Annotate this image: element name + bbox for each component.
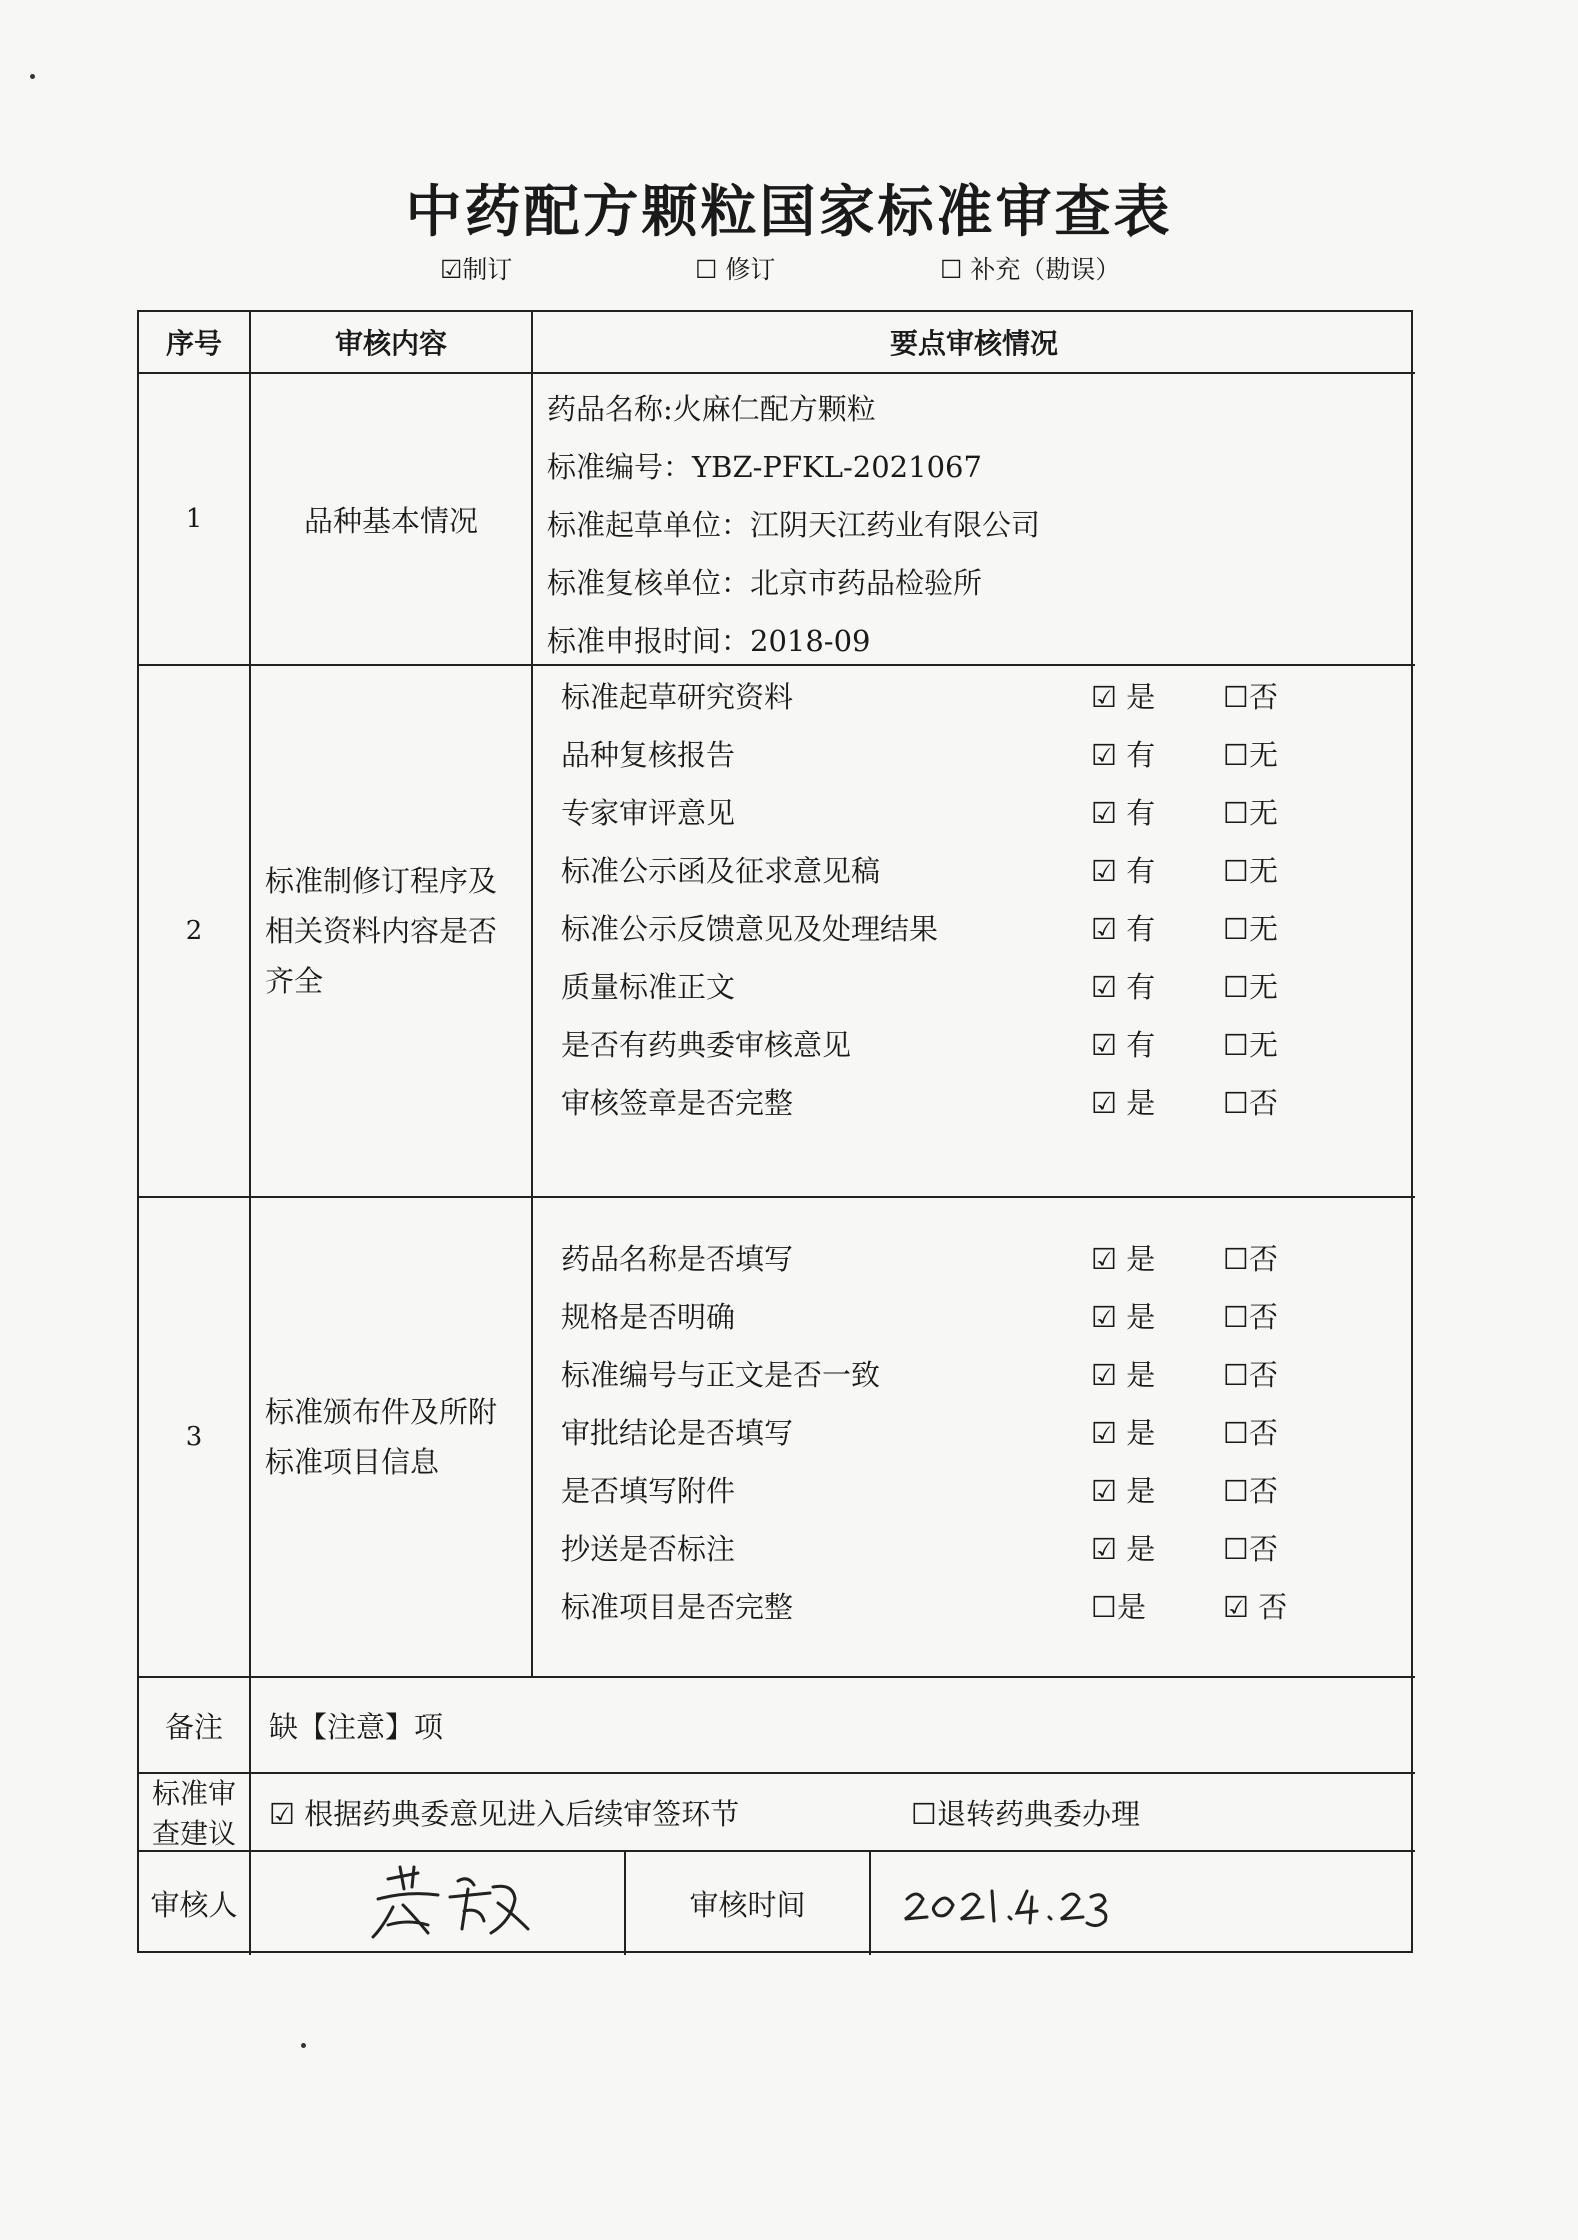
check-yes[interactable]: ☑ 有	[1091, 738, 1156, 772]
info-report-time: 标准申报时间：2018-09	[547, 624, 871, 658]
check-row	[547, 1346, 1401, 1404]
header-content: 审核内容	[251, 312, 533, 374]
remark-label: 备注	[139, 1678, 251, 1774]
check-yes[interactable]: ☑ 有	[1091, 970, 1156, 1004]
check-no[interactable]: ☐无	[1223, 796, 1278, 830]
reviewer-row	[251, 1852, 1415, 1955]
info-standard-no: 标准编号：YBZ-PFKL-2021067	[547, 450, 982, 484]
check-yes[interactable]: ☐是	[1091, 1590, 1146, 1624]
check-question: 审批结论是否填写	[561, 1416, 794, 1450]
check-row	[547, 1404, 1401, 1462]
check-row	[547, 1074, 1401, 1132]
check-row	[547, 726, 1401, 784]
check-no[interactable]: ☑ 否	[1223, 1590, 1288, 1624]
check-no[interactable]: ☐无	[1223, 854, 1278, 888]
type-option-supplement[interactable]: ☐ 补充（勘误）	[940, 255, 1121, 284]
type-option-revise[interactable]: ☐ 修订	[695, 255, 776, 284]
remark-text: 缺【注意】项	[251, 1678, 1415, 1774]
check-row	[547, 1016, 1401, 1074]
type-option-formulate[interactable]: ☑制订	[440, 255, 513, 284]
check-no[interactable]: ☐否	[1223, 1416, 1278, 1450]
reviewer-label: 审核人	[139, 1852, 251, 1955]
check-yes[interactable]: ☑ 是	[1091, 1358, 1156, 1392]
check-row	[547, 1520, 1401, 1578]
suggestion-option-continue[interactable]: ☑ 根据药典委意见进入后续审签环节	[269, 1796, 740, 1831]
check-row	[547, 1462, 1401, 1520]
check-question: 抄送是否标注	[561, 1532, 736, 1566]
check-no[interactable]: ☐否	[1223, 1300, 1278, 1334]
check-row	[547, 842, 1401, 900]
row1-content: 品种基本情况	[251, 374, 533, 666]
check-no[interactable]: ☐否	[1223, 1532, 1278, 1566]
check-no[interactable]: ☐无	[1223, 1028, 1278, 1062]
signature-image	[318, 1859, 558, 1949]
review-table	[137, 310, 1413, 1953]
suggestion-options	[251, 1774, 1415, 1852]
review-time-value	[871, 1852, 1133, 1955]
check-question: 标准编号与正文是否一致	[561, 1358, 881, 1392]
check-yes[interactable]: ☑ 是	[1091, 1242, 1156, 1276]
check-yes[interactable]: ☑ 有	[1091, 796, 1156, 830]
check-question: 专家审评意见	[561, 796, 736, 830]
info-drafting-unit: 标准起草单位：江阴天江药业有限公司	[547, 508, 1041, 542]
check-question: 审核签章是否完整	[561, 1086, 794, 1120]
row2-seq: 2	[139, 666, 251, 1198]
row1-seq: 1	[139, 374, 251, 666]
check-yes[interactable]: ☑ 有	[1091, 1028, 1156, 1062]
check-yes[interactable]: ☑ 是	[1091, 1086, 1156, 1120]
check-row	[547, 958, 1401, 1016]
check-question: 药品名称是否填写	[561, 1242, 794, 1276]
check-question: 规格是否明确	[561, 1300, 736, 1334]
info-review-unit: 标准复核单位：北京市药品检验所	[547, 566, 983, 600]
check-row	[547, 1230, 1401, 1288]
info-drug-name: 药品名称:火麻仁配方颗粒	[547, 392, 876, 426]
check-question: 品种复核报告	[561, 738, 736, 772]
row3-checklist	[533, 1198, 1415, 1678]
check-no[interactable]: ☐无	[1223, 738, 1278, 772]
check-no[interactable]: ☐无	[1223, 912, 1278, 946]
row3-content: 标准颁布件及所附标准项目信息	[251, 1198, 533, 1678]
suggestion-option-return[interactable]: ☐退转药典委办理	[911, 1796, 1140, 1831]
row3-seq: 3	[139, 1198, 251, 1678]
check-row	[547, 1578, 1401, 1636]
check-yes[interactable]: ☑ 有	[1091, 854, 1156, 888]
check-no[interactable]: ☐否	[1223, 680, 1278, 714]
header-seq: 序号	[139, 312, 251, 374]
check-no[interactable]: ☐无	[1223, 970, 1278, 1004]
check-yes[interactable]: ☑ 是	[1091, 1416, 1156, 1450]
row1-info	[533, 374, 1415, 666]
check-yes[interactable]: ☑ 是	[1091, 1474, 1156, 1508]
check-row	[547, 668, 1401, 726]
check-no[interactable]: ☐否	[1223, 1358, 1278, 1392]
scan-speck	[30, 74, 35, 79]
check-yes[interactable]: ☑ 是	[1091, 1532, 1156, 1566]
check-row	[547, 784, 1401, 842]
check-question: 质量标准正文	[561, 970, 736, 1004]
row2-content: 标准制修订程序及相关资料内容是否齐全	[251, 666, 533, 1198]
suggestion-label: 标准审查建议	[139, 1774, 251, 1852]
check-row	[547, 900, 1401, 958]
check-question: 标准项目是否完整	[561, 1590, 794, 1624]
check-question: 标准起草研究资料	[561, 680, 794, 714]
check-no[interactable]: ☐否	[1223, 1474, 1278, 1508]
row2-checklist	[533, 666, 1415, 1198]
check-yes[interactable]: ☑ 是	[1091, 1300, 1156, 1334]
review-time-label: 审核时间	[626, 1852, 871, 1955]
check-no[interactable]: ☐否	[1223, 1242, 1278, 1276]
check-row	[547, 1288, 1401, 1346]
check-question: 标准公示函及征求意见稿	[561, 854, 881, 888]
check-question: 标准公示反馈意见及处理结果	[561, 912, 939, 946]
page-title: 中药配方颗粒国家标准审查表	[405, 180, 1173, 245]
handwritten-date	[877, 1869, 1127, 1939]
scan-speck	[301, 2043, 306, 2048]
check-yes[interactable]: ☑ 有	[1091, 912, 1156, 946]
check-question: 是否填写附件	[561, 1474, 736, 1508]
check-no[interactable]: ☐否	[1223, 1086, 1278, 1120]
check-question: 是否有药典委审核意见	[561, 1028, 852, 1062]
check-yes[interactable]: ☑ 是	[1091, 680, 1156, 714]
header-status: 要点审核情况	[533, 312, 1415, 374]
reviewer-signature	[251, 1852, 626, 1955]
